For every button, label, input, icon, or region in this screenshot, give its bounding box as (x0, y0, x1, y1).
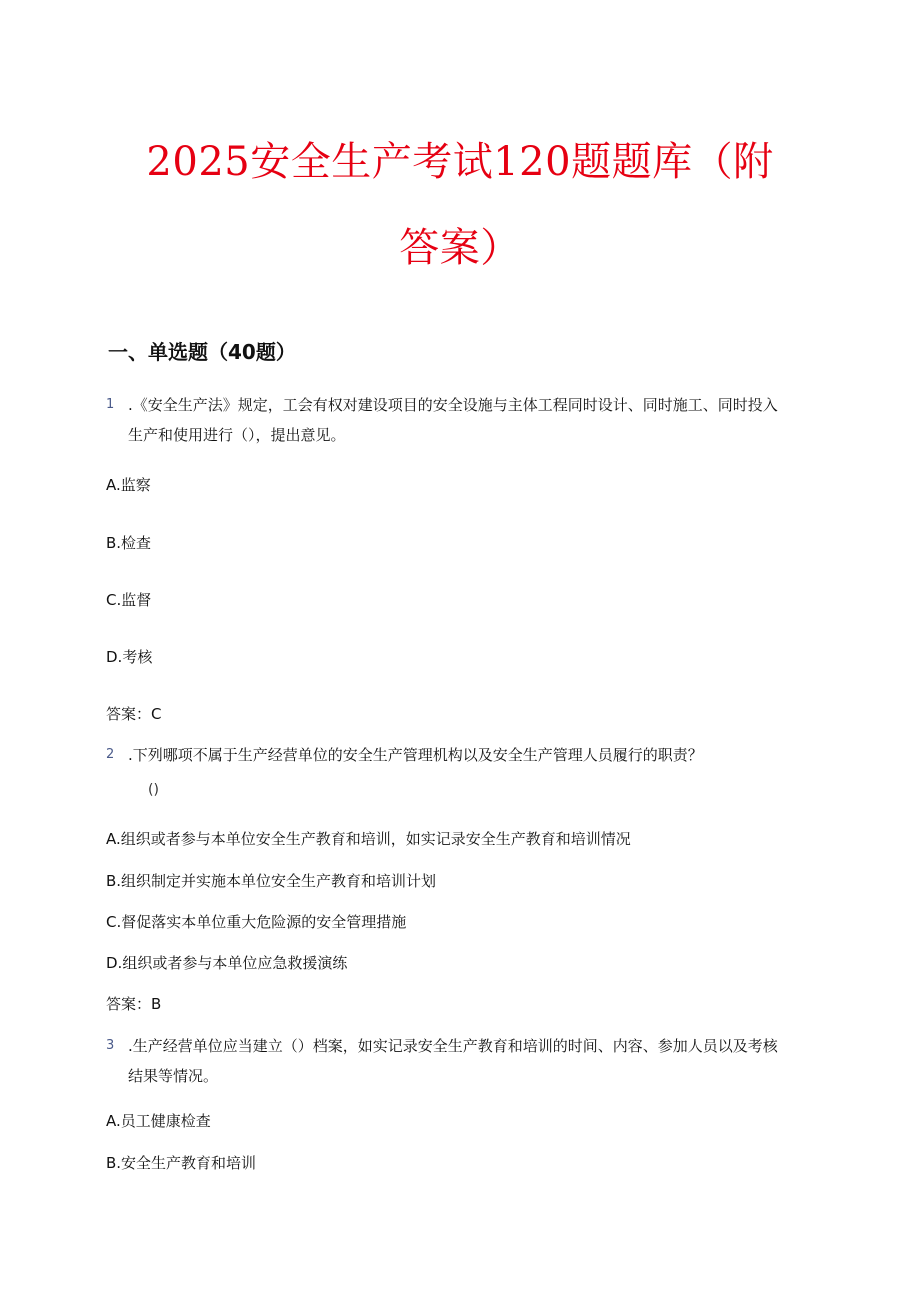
option-c: C.监督 (106, 591, 152, 609)
question-text-continued: 结果等情况。 (128, 1067, 219, 1085)
option-a: A.组织或者参与本单位安全生产教育和培训，如实记录安全生产教育和培训情况 (106, 830, 631, 848)
question-text: .下列哪项不属于生产经营单位的安全生产管理机构以及安全生产管理人员履行的职责？ (128, 746, 703, 764)
question-text: .《安全生产法》规定，工会有权对建设项目的安全设施与主体工程同时设计、同时施工、同时投入 (128, 396, 778, 414)
question-text: .生产经营单位应当建立（）档案，如实记录安全生产教育和培训的时间、内容、参加人员以及考核 (128, 1037, 778, 1055)
question-1 (106, 394, 806, 446)
document-title-line-1: 2025安全生产考试120题题库（附 (146, 139, 774, 185)
answer: 答案：B (106, 995, 162, 1013)
option-a: A.监察 (106, 476, 151, 494)
option-d: D.考核 (106, 648, 153, 666)
question-number: 2 (106, 747, 115, 762)
question-number: 1 (106, 397, 115, 412)
question-3 (106, 1035, 806, 1087)
option-c: C.督促落实本单位重大危险源的安全管理措施 (106, 913, 407, 931)
option-b: B.安全生产教育和培训 (106, 1154, 257, 1172)
question-text-continued: 生产和使用进行（），提出意见。 (128, 426, 346, 444)
option-a: A.员工健康检查 (106, 1112, 211, 1130)
option-b: B.组织制定并实施本单位安全生产教育和培训计划 (106, 872, 437, 890)
answer: 答案：C (106, 705, 162, 723)
option-d: D.组织或者参与本单位应急救援演练 (106, 954, 348, 972)
option-b: B.检查 (106, 534, 152, 552)
section-heading: 一、单选题（40题） (108, 340, 296, 364)
question-2 (106, 744, 806, 766)
question-number: 3 (106, 1038, 115, 1053)
question-blank: () (148, 782, 159, 798)
document-title-line-2: 答案） (399, 225, 521, 271)
